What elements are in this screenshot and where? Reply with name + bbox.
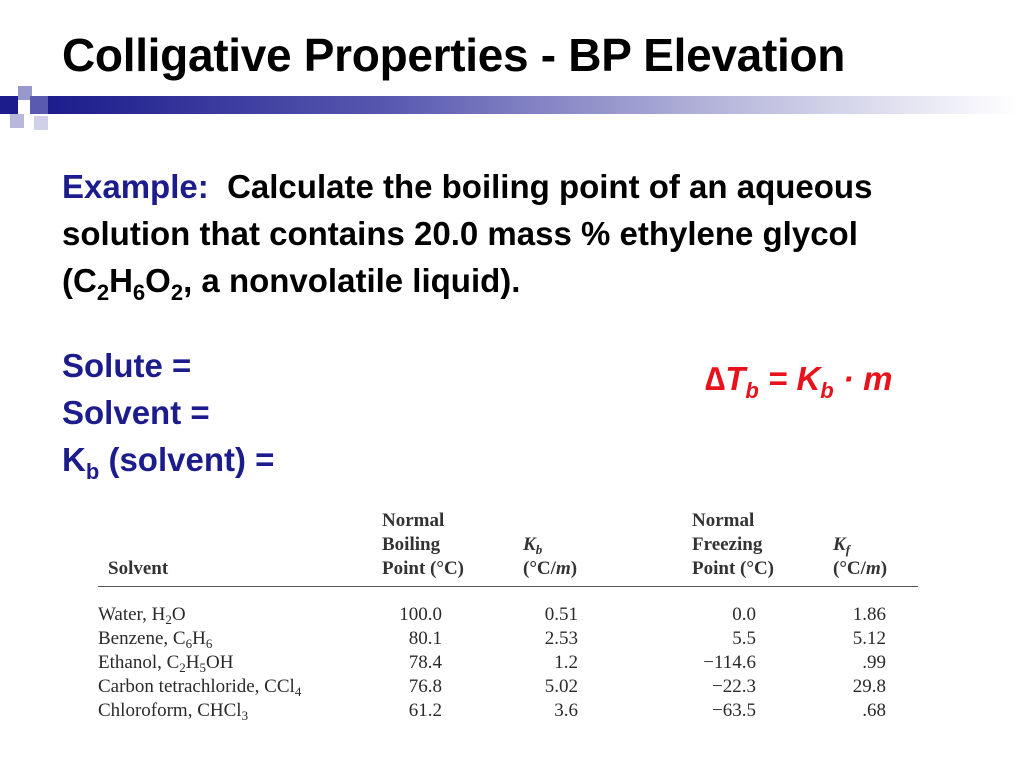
cell-kf: .99 [862, 652, 886, 673]
deco-square-4 [10, 114, 24, 128]
kb-solvent-label [62, 436, 274, 483]
cell-boiling-point: 76.8 [408, 676, 442, 697]
solvent-name-part: Water, H [98, 604, 166, 625]
cell-freezing-point: −63.5 [712, 700, 756, 721]
header-kb-unit-post: ) [570, 558, 578, 579]
header-bp-line1: Normal [382, 510, 445, 531]
example-sub-3: 2 [170, 280, 184, 305]
solvent-name-part: 2 [165, 612, 172, 627]
header-bp-line2: Boiling [382, 534, 441, 555]
cell-solvent-name [98, 603, 186, 627]
delta-symbol: ∆ [705, 360, 726, 397]
formula-dot: · [833, 360, 864, 397]
cell-kf: 5.12 [852, 628, 886, 649]
table-row [98, 675, 918, 699]
cell-solvent-name [98, 675, 301, 699]
cell-kb: 0.51 [544, 604, 578, 625]
cell-kb: 2.53 [544, 628, 578, 649]
kb-sub: b [85, 459, 100, 484]
example-sub-1: 2 [96, 280, 110, 305]
cell-freezing-point: −114.6 [703, 652, 756, 673]
cell-kf: 1.86 [852, 604, 886, 625]
header-kf-unit-post: ) [880, 558, 888, 579]
cell-boiling-point: 100.0 [399, 604, 442, 625]
header-kf-sub: f [845, 542, 851, 557]
header-kb [523, 533, 577, 581]
solvent-name-part: Benzene, C [98, 628, 186, 649]
header-kb-unit-pre: (°C/ [523, 558, 556, 579]
solvent-name-part: O [171, 604, 186, 625]
table-header [98, 510, 918, 587]
header-kf-unit-pre: (°C/ [833, 558, 866, 579]
formula-k-sub: b [820, 378, 834, 403]
solvent-name-part: Carbon tetrachloride, CCl [98, 676, 295, 697]
example-label: Example: [62, 168, 209, 205]
solvent-name-part: Ethanol, C [98, 652, 180, 673]
solvent-name-part: OH [206, 652, 234, 673]
table-row [98, 603, 918, 627]
cell-kf: 29.8 [852, 676, 886, 697]
cell-freezing-point: 5.5 [732, 628, 756, 649]
example-problem [62, 163, 962, 304]
cell-solvent-name [98, 651, 233, 675]
header-kb-k: K [523, 534, 536, 555]
table-row [98, 699, 918, 723]
header-kf [833, 533, 887, 581]
formula-m: m [863, 360, 893, 397]
example-o: O [145, 262, 171, 299]
formula-eq: = [758, 360, 797, 397]
slide-title: Colligative Properties - BP Elevation [62, 29, 846, 81]
cell-boiling-point: 80.1 [408, 628, 442, 649]
cell-solvent-name [98, 627, 212, 651]
deco-gradient-bar [48, 96, 1018, 114]
cell-kb: 3.6 [554, 700, 578, 721]
solvent-constants-table [98, 510, 918, 723]
cell-kb: 1.2 [554, 652, 578, 673]
deco-square-1 [0, 96, 18, 114]
cell-boiling-point: 61.2 [408, 700, 442, 721]
kb-k: K [62, 441, 86, 478]
cell-solvent-name [98, 699, 248, 723]
header-fp-line1: Normal [692, 510, 755, 531]
title-decoration [0, 86, 1024, 146]
cell-freezing-point: 0.0 [732, 604, 756, 625]
solvent-name-part: 5 [199, 660, 207, 675]
header-fp-line2: Freezing [692, 534, 763, 555]
solvent-label: Solvent = [62, 394, 210, 431]
kb-rest: (solvent) = [99, 441, 275, 478]
example-sub-2: 6 [132, 280, 146, 305]
header-kf-unit-m: m [865, 558, 881, 579]
example-h: H [109, 262, 133, 299]
cell-kb: 5.02 [544, 676, 578, 697]
header-bp-line3: Point (°C) [382, 558, 465, 579]
solvent-name-part: 6 [205, 636, 213, 651]
deco-square-3 [30, 96, 48, 114]
header-kb-sub: b [535, 542, 543, 557]
formula-t-sub: b [745, 378, 759, 403]
deco-square-5 [34, 116, 48, 130]
cell-kf: .68 [862, 700, 886, 721]
header-fp-line3: Point (°C) [692, 558, 775, 579]
header-boiling-point [382, 509, 464, 581]
header-solvent: Solvent [108, 558, 169, 579]
solvent-name-part: H [185, 652, 200, 673]
solvent-name-part: 6 [185, 636, 193, 651]
header-freezing-point [692, 509, 774, 581]
cell-freezing-point: −22.3 [712, 676, 756, 697]
cell-boiling-point: 78.4 [408, 652, 442, 673]
solvent-name-part: 2 [179, 660, 186, 675]
solvent-name-part: 4 [294, 684, 302, 699]
formula-k: K [796, 360, 821, 397]
solvent-name-part: H [192, 628, 206, 649]
given-values [62, 342, 274, 483]
table-body [98, 587, 918, 723]
solvent-name-part: Chloroform, CHCl [98, 700, 242, 721]
table-row [98, 651, 918, 675]
example-text-2: , a nonvolatile liquid). [183, 262, 521, 299]
bp-elevation-formula [705, 360, 893, 403]
table-row [98, 627, 918, 651]
solvent-name-part: 3 [241, 708, 249, 723]
header-kf-k: K [833, 534, 846, 555]
formula-t: T [725, 360, 746, 397]
example-text-1: Calculate the boiling point of an aqueous solution that contains 20.0 mass % ethylene glycol (C [62, 168, 873, 299]
header-kb-unit-m: m [555, 558, 571, 579]
solute-label: Solute = [62, 347, 192, 384]
